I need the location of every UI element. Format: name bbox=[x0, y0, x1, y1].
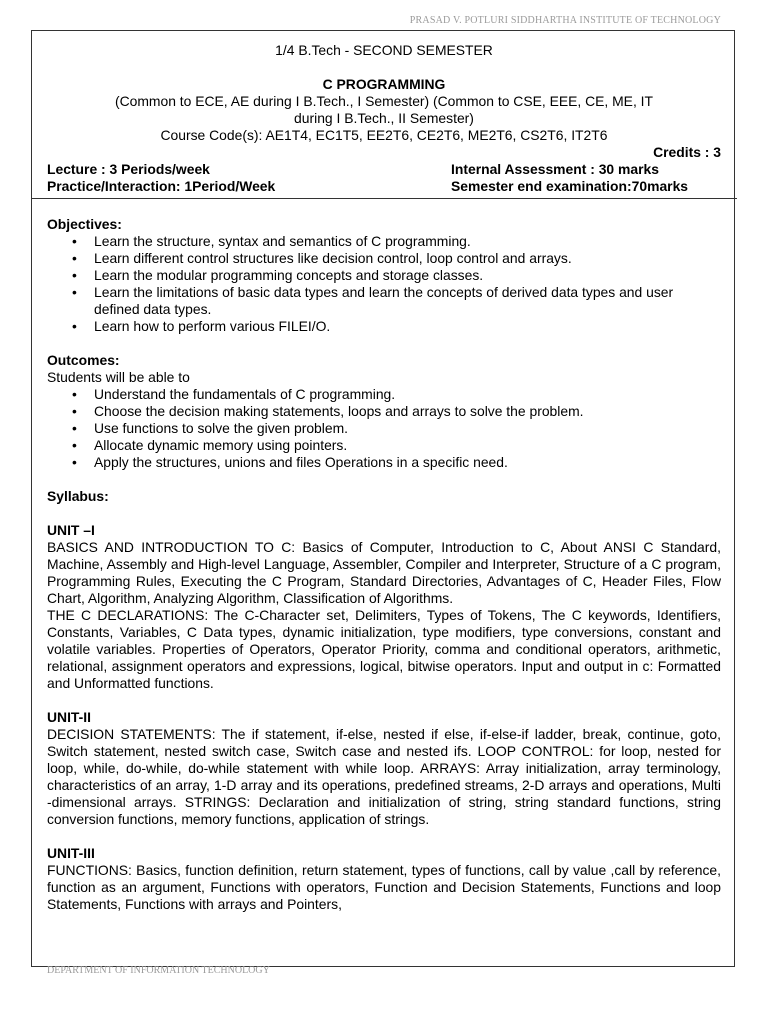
unit1-heading: UNIT –I bbox=[47, 522, 95, 538]
list-item: • Apply the structures, unions and files Operations in a specific need. bbox=[94, 454, 721, 471]
institute-header: PRASAD V. POTLURI SIDDHARTHA INSTITUTE OF TECHNOLOGY bbox=[409, 15, 721, 26]
syllabus-heading: Syllabus: bbox=[47, 488, 109, 504]
course-title: C PROGRAMMING bbox=[322, 76, 446, 92]
unit2-paragraph: DECISION STATEMENTS: The if statement, if-else, nested if else, if-else-if ladder, break, continue, goto, Switch statement, nested switch case, Switch case and nested ifs. LOOP CONTROL: for loop, nested for loop, while, do-while, do-while statement with while loop. ARRAYS: Array initialization, array terminology, characteristics of an array, 1-D array and its operations, predefined streams, 2-D arrays and operations, Multi -dimensional arrays. STRINGS: Declaration and initialization of string, string standard functions, string conversion functions, memory functions, application of strings. bbox=[47, 726, 721, 827]
list-item: • Learn how to perform various FILEI/O. bbox=[94, 318, 721, 335]
objectives-heading: Objectives: bbox=[47, 216, 122, 232]
objectives-list bbox=[47, 233, 721, 335]
unit1-paragraph-1: BASICS AND INTRODUCTION TO C: Basics of Computer, Introduction to C, About ANSI C Standard, Machine, Assembly and High-level Language, Assembler, Compiler and Interpreter, Structure of a C program, Programming Rules, Executing the C Program, Standard Directories, Advantages of C, Header Files, Flow Chart, Algorithm, Analyzing Algorithm, Classification of Algorithms. bbox=[47, 539, 721, 606]
header-divider bbox=[31, 198, 737, 199]
semester-line: 1/4 B.Tech - SECOND SEMESTER bbox=[275, 42, 493, 58]
list-item: • Understand the fundamentals of C programming. bbox=[94, 386, 721, 403]
practice-row bbox=[47, 178, 721, 195]
common-line-2: during I B.Tech., II Semester) bbox=[294, 110, 474, 126]
practice-periods: Practice/Interaction: 1Period/Week bbox=[47, 178, 276, 194]
lecture-row bbox=[47, 161, 721, 178]
syllabus-document bbox=[47, 42, 721, 913]
outcomes-intro: Students will be able to bbox=[47, 369, 190, 385]
unit3-heading: UNIT-III bbox=[47, 845, 95, 861]
list-item: • Learn different control structures like decision control, loop control and arrays. bbox=[94, 250, 721, 267]
list-item: • Learn the structure, syntax and semantics of C programming. bbox=[94, 233, 721, 250]
credits: Credits : 3 bbox=[653, 144, 721, 160]
lecture-periods: Lecture : 3 Periods/week bbox=[47, 161, 210, 177]
semester-exam: Semester end examination:70marks bbox=[451, 178, 689, 194]
list-item: • Choose the decision making statements, loops and arrays to solve the problem. bbox=[94, 403, 721, 420]
unit2-heading: UNIT-II bbox=[47, 709, 91, 725]
list-item: • Allocate dynamic memory using pointers. bbox=[94, 437, 721, 454]
department-footer: DEPARTMENT OF INFORMATION TECHNOLOGY bbox=[47, 965, 270, 976]
internal-assessment: Internal Assessment : 30 marks bbox=[451, 161, 659, 177]
list-item: • Learn the modular programming concepts and storage classes. bbox=[94, 267, 721, 284]
list-item: • Learn the limitations of basic data types and learn the concepts of derived data types and user defined data types. bbox=[94, 284, 721, 318]
list-item: • Use functions to solve the given problem. bbox=[94, 420, 721, 437]
common-line-1: (Common to ECE, AE during I B.Tech., I Semester) (Common to CSE, EEE, CE, ME, IT bbox=[114, 93, 654, 109]
unit1-paragraph-2: THE C DECLARATIONS: The C-Character set, Delimiters, Types of Tokens, The C keywords, Identifiers, Constants, Variables, C Data types, dynamic initialization, type modifiers, type conversions, constant and volatile variables. Properties of Operators, Operator Priority, comma and conditional operators, arithmetic, relational, assignment operators and expressions, logical, bitwise operators. Input and output in c: Formatted and Unformatted functions. bbox=[47, 607, 721, 691]
outcomes-heading: Outcomes: bbox=[47, 352, 120, 368]
course-codes: Course Code(s): AE1T4, EC1T5, EE2T6, CE2T6, ME2T6, CS2T6, IT2T6 bbox=[160, 127, 608, 143]
unit3-paragraph: FUNCTIONS: Basics, function definition, return statement, types of functions, call by value ,call by reference, function as an argument, Functions with operators, Function and Decision Statements, Functions and loop Statements, Functions with arrays and Pointers, bbox=[47, 862, 721, 912]
outcomes-list bbox=[47, 386, 721, 471]
